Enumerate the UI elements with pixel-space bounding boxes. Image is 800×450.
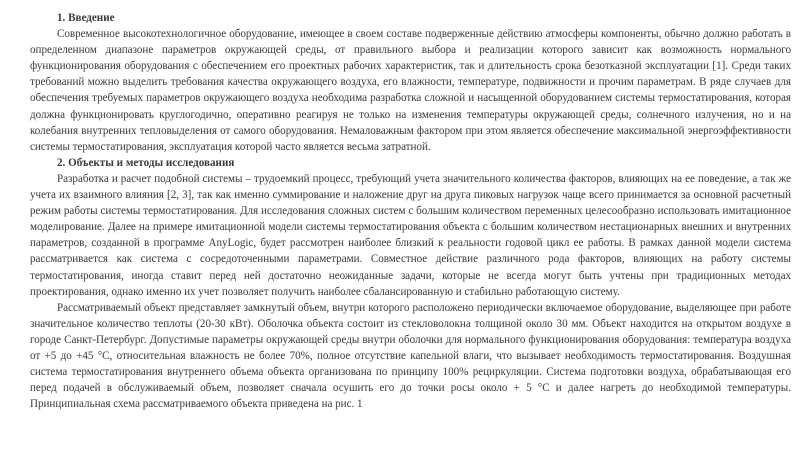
paragraph: Разработка и расчет подобной системы – трудоемкий процесс, требующий учета значительного количества факторов, влияющих на ее поведение, а так же учета их взаимного влияния [2, 3], так как именно суммирование и наложение друг на друга пиковых нагрузок чаще всего принимается за основной расчетный режим работы системы термостатирования. Для исследования сложных систем с большим количеством переменных целесообразно использовать имитационное моделирование. Далее на примере имитационной модели системы термостатирования объекта с большим количеством нестационарных внешних и внутренних параметров, созданной в программе AnyLogic, будет рассмотрен наиболее близкий к реальности годовой цикл ее работы. В рамках данной модели система рассматривается как система с сосредоточенными параметрами. Совместное действие различного рода факторов, влияющих на работу системы термостатирования, иногда ставит перед ней достаточно неожиданные задачи, которые не всегда могут быть учтены при традиционных методах проектирования, однако именно их учет позволяет получить наиболее сбалансированную и стабильно работающую систему. [30, 172, 791, 298]
section-introduction [30, 10, 791, 155]
section-heading: 1. Введение [57, 12, 115, 24]
paragraph: Современное высокотехнологичное оборудование, имеющее в своем составе подверженные действию атмосферы компоненты, обычно должно работать в определенном диапазоне параметров окружающей среды, от правильного выбора и реализации которого зависит как возможность нормального функционирования оборудования с обеспечением его проектных рабочих характеристик, так и длительность срока безотказной эксплуатации [1]. Среди таких требований можно выделить требования качества окружающего воздуха, его влажности, температуре, подвижности и прочим параметрам. В ряде случаев для обеспечения требуемых параметров окружающего воздуха необходима разработка сложной и насыщенной оборудованием системы термостатирования, которая должна функционировать круглогодично, оперативно реагируя не только на изменения температуры окружающей среды, солнечного излучения, но и на колебания внутренних тепловыделения от самого оборудования. Немаловажным фактором при этом является обеспечение максимальной энергоэффективности системы термостатирования, эксплуатация которой часто является весьма затратной. [30, 28, 791, 153]
document-page [30, 10, 791, 412]
section-heading: 2. Объекты и методы исследования [57, 156, 235, 169]
section-objects-methods [30, 155, 791, 413]
paragraph: Рассматриваемый объект представляет замкнутый объем, внутри которого расположено периодически включаемое оборудование, выделяющее при работе значительное количество теплоты (20-30 кВт). Оболочка объекта состоит из стекловолокна толщиной около 30 мм. Объект находится на открытом воздухе в городе Санкт-Петербург. Допустимые параметры окружающей среды внутри оболочки для нормального функционирования оборудования: температура воздуха от +5 до +45 °С, относительная влажность не более 70%, полное отсутствие капельной влаги, что вызывает необходимость термостатирования. Воздушная система термостатирования внутреннего объема объекта организована по принципу 100% рециркуляции. Система подготовки воздуха, обрабатывающая его перед подачей в обслуживаемый объем, позволяет сначала осушить его до точки росы около + 5 °С и далее нагреть до необходимой температуры. Принципиальная схема рассматриваемого объекта приведена на рис. 1 [30, 301, 791, 411]
